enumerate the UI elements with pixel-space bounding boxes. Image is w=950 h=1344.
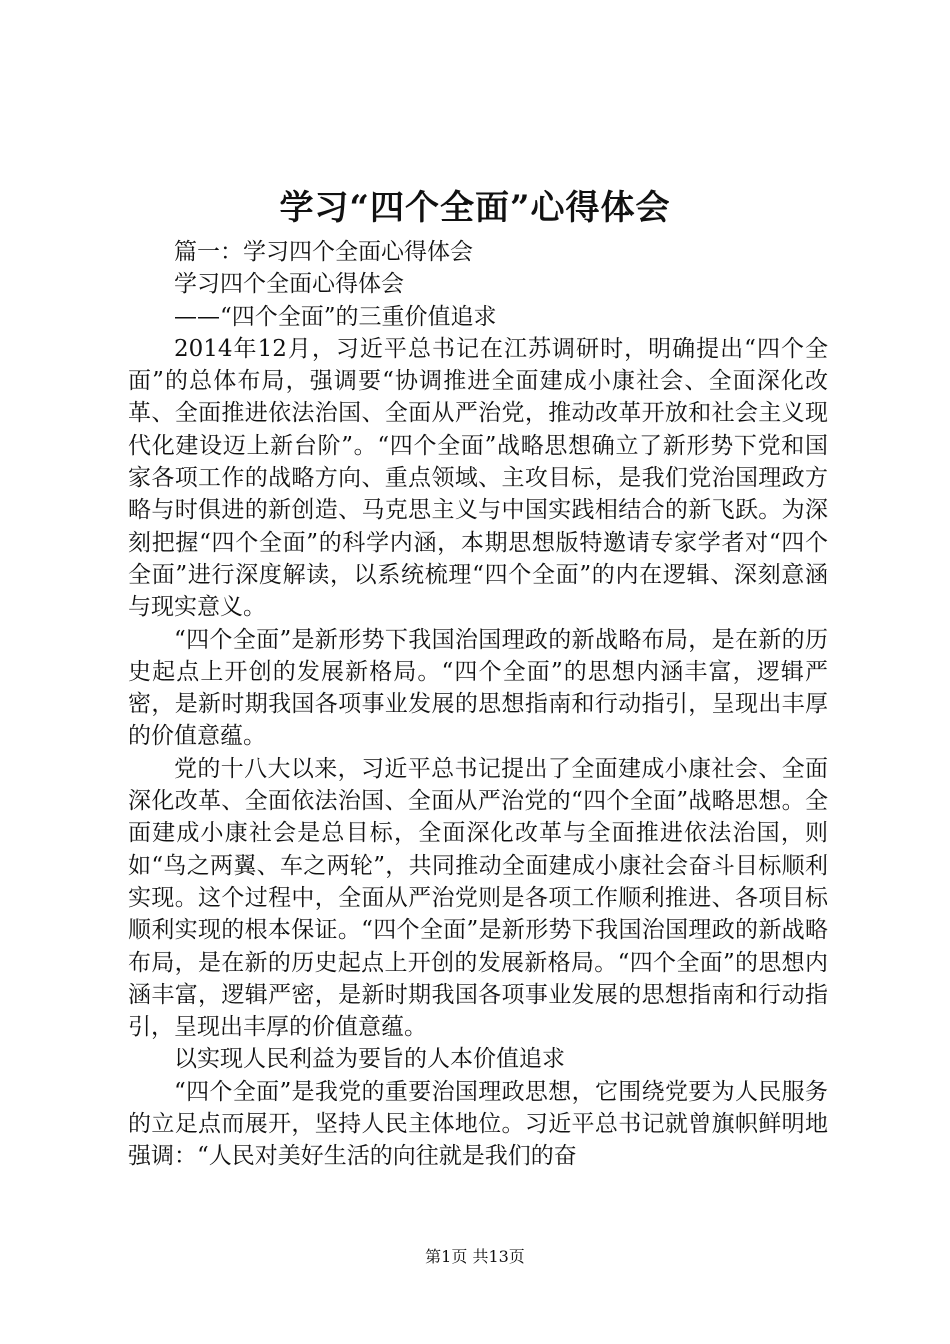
paragraph-article-subtitle: ——“四个全面”的三重价值追求 <box>174 303 497 330</box>
paragraph-section-heading: 篇一：学习四个全面心得体会 <box>174 239 473 265</box>
paragraph-article-title: 学习四个全面心得体会 <box>174 271 404 298</box>
paragraph-overview: “四个全面”是新形势下我国治国理政的新战略布局，是在新的历史起点上开创的发展新格局。“四个全面”的思想内涵丰富，逻辑严密，是新时期我国各项事业发展的思想指南和行动指引，呈现出丰厚的价值意蕴。 <box>128 626 828 750</box>
document-title: 学习“四个全面”心得体会 <box>279 188 671 228</box>
paragraph-strategy: 党的十八大以来，习近平总书记提出了全面建成小康社会、全面深化改革、全面依法治国、全面从严治党的“四个全面”战略思想。全面建成小康社会是总目标，全面深化改革与全面推进依法治国，则如“鸟之两翼、车之两轮”，共同推动全面建成小康社会奋斗目标顺利实现。这个过程中，全面从严治党则是各项工作顺利推进、各项目标顺利实现的根本保证。“四个全面”是新形势下我国治国理政的新战略布局，是在新的历史起点上开创的发展新格局。“四个全面”的思想内涵丰富，逻辑严密，是新时期我国各项事业发展的思想指南和行动指引，呈现出丰厚的价值意蕴。 <box>128 755 828 1041</box>
page-footer: 第1页 共13页 <box>425 1247 525 1266</box>
paragraph-people-value: “四个全面”是我党的重要治国理政思想，它围绕党要为人民服务的立足点而展开，坚持人民主体地位。习近平总书记就曾旗帜鲜明地强调：“人民对美好生活的向往就是我们的奋 <box>128 1078 828 1170</box>
document-body <box>128 236 828 1173</box>
paragraph-subheading: 以实现人民利益为要旨的人本价值追求 <box>174 1046 565 1073</box>
paragraph-intro: 2014年12月，习近平总书记在江苏调研时，明确提出“四个全面”的总体布局，强调要“协调推进全面建成小康社会、全面深化改革、全面推进依法治国、全面从严治党，推动改革开放和社会主义现代化建设迈上新台阶”。“四个全面”战略思想确立了新形势下党和国家各项工作的战略方向、重点领域、主攻目标，是我们党治国理政方略与时俱进的新创造、马克思主义与中国实践相结合的新飞跃。为深刻把握“四个全面”的科学内涵，本期思想版特邀请专家学者对“四个全面”进行深度解读，以系统梳理“四个全面”的内在逻辑、深刻意涵与现实意义。 <box>128 335 828 621</box>
